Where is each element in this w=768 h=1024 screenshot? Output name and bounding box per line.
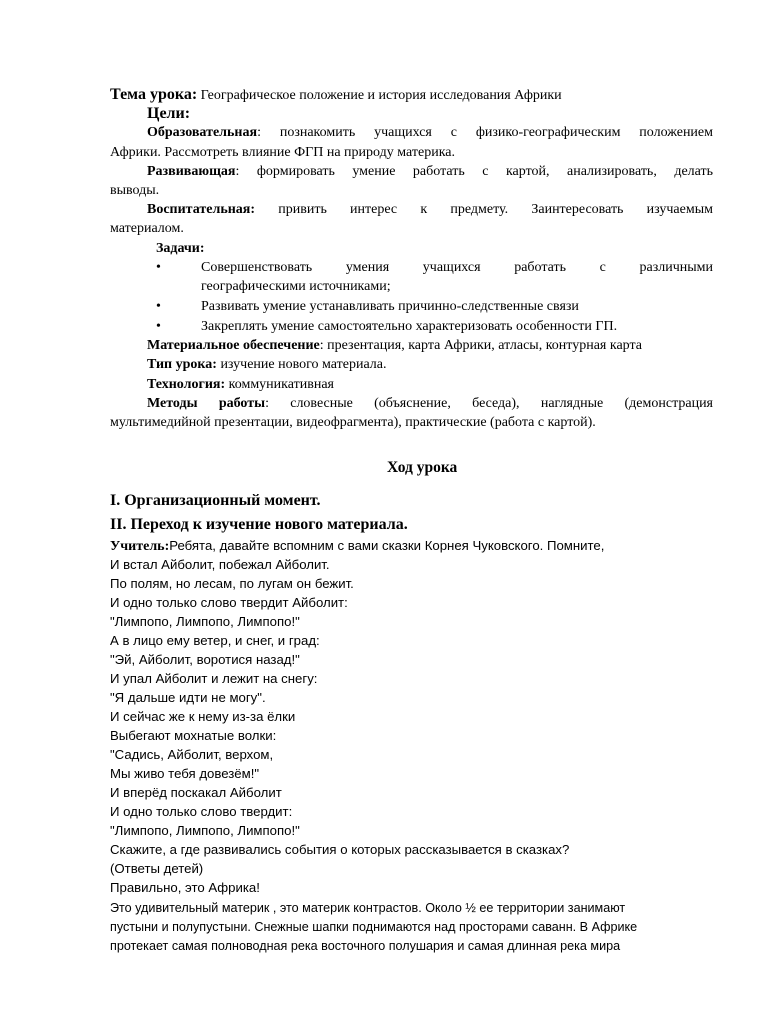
task-2: Развивать умение устанавливать причинно-следственные связи — [201, 299, 579, 314]
goal-developing-text: : формировать умение работать с картой, анализировать, делать — [235, 164, 713, 179]
technology-text: коммуникативная — [225, 377, 334, 392]
lesson-type-text: изучение нового материала. — [216, 357, 387, 372]
material-text: : презентация, карта Африки, атласы, контурная карта — [319, 338, 642, 353]
teacher-intro: Ребята, давайте вспомним с вами сказки Корнея Чуковского. Помните, — [169, 538, 605, 553]
poem-line: По полям, но лесам, по лугам он бежит. — [110, 576, 354, 591]
correct-line: Правильно, это Африка! — [110, 880, 260, 895]
poem-line: "Я дальше идти не могу". — [110, 690, 266, 705]
section-2-heading: II. Переход к изучение нового материала. — [110, 516, 408, 533]
bullet-1: • — [156, 260, 161, 275]
methods-cont: мультимедийной презентации, видеофрагмента), практические (работа с картой). — [110, 415, 596, 430]
task-1-cont: географическими источниками; — [201, 279, 391, 294]
methods-text: : словесные (объяснение, беседа), наглядные (демонстрация — [265, 396, 713, 411]
poem-line: Выбегают мохнатые волки: — [110, 728, 277, 743]
answers-line: (Ответы детей) — [110, 861, 204, 876]
goal-upbringing-text: привить интерес к предмету. Заинтересовать изучаемым — [255, 202, 713, 217]
poem-line: Мы живо тебя довезём!" — [110, 766, 260, 781]
goal-educational-label: Образовательная — [147, 125, 258, 140]
technology-line — [147, 377, 334, 393]
task-3: Закреплять умение самостоятельно характеризовать особенности ГП. — [201, 319, 618, 334]
teacher-line — [110, 538, 604, 555]
goal-educational-cont: Африки. Рассмотреть влияние ФГП на природу материка. — [110, 145, 456, 160]
goal-upbringing-label: Воспитательная: — [147, 202, 256, 217]
topic-label: Тема урока: — [110, 86, 198, 103]
section-1-heading: I. Организационный момент. — [110, 492, 321, 509]
lesson-type-line — [147, 357, 387, 373]
topic-text: Географическое положение и история исследования Африки — [197, 88, 562, 103]
material-label: Материальное обеспечение — [147, 338, 320, 353]
poem-line: И одно только слово твердит: — [110, 804, 293, 819]
goal-developing-cont: выводы. — [110, 183, 160, 198]
poem-line: И встал Айболит, побежал Айболит. — [110, 557, 330, 572]
poem-line: И сейчас же к нему из-за ёлки — [110, 709, 296, 724]
teacher-label: Учитель: — [110, 539, 170, 554]
poem-line: "Лимпопо, Лимпопо, Лимпопо!" — [110, 823, 300, 838]
goal-upbringing-cont: материалом. — [110, 221, 184, 236]
paragraph-line: протекает самая полноводная река восточного полушария и самая длинная река мира — [110, 939, 621, 953]
paragraph-line: Это удивительный материк , это материк контрастов. Около ½ ее территории занимают — [110, 901, 626, 915]
poem-line: И одно только слово твердит Айболит: — [110, 595, 348, 610]
goal-upbringing — [147, 202, 713, 218]
course-title: Ход урока — [387, 459, 458, 476]
poem-line: "Садись, Айболит, верхом, — [110, 747, 274, 762]
poem-line: А в лицо ему ветер, и снег, и град: — [110, 633, 320, 648]
technology-label: Технология: — [147, 377, 226, 392]
topic-line — [110, 86, 562, 104]
task-1: Совершенствовать умения учащихся работать с различными — [201, 260, 713, 275]
lesson-type-label: Тип урока: — [147, 357, 217, 372]
methods-line — [147, 396, 713, 412]
goal-developing — [147, 164, 713, 180]
bullet-2: • — [156, 299, 161, 314]
poem-line: И вперёд поскакал Айболит — [110, 785, 282, 800]
methods-label: Методы работы — [147, 396, 266, 411]
material-line — [147, 338, 642, 354]
goal-educational-text: : познакомить учащихся с физико-географическим положением — [257, 125, 713, 140]
tasks-heading: Задачи: — [156, 241, 205, 256]
paragraph-line: пустыни и полупустыни. Снежные шапки поднимаются над просторами саванн. В Африке — [110, 920, 638, 934]
poem-line: "Лимпопо, Лимпопо, Лимпопо!" — [110, 614, 300, 629]
bullet-3: • — [156, 319, 161, 334]
question-line: Скажите, а где развивались события о которых рассказывается в сказках? — [110, 842, 570, 857]
poem-line: "Эй, Айболит, воротися назад!" — [110, 652, 300, 667]
goal-educational — [147, 125, 713, 141]
goals-heading: Цели: — [147, 105, 191, 122]
poem-line: И упал Айболит и лежит на снегу: — [110, 671, 318, 686]
goal-developing-label: Развивающая — [147, 164, 236, 179]
